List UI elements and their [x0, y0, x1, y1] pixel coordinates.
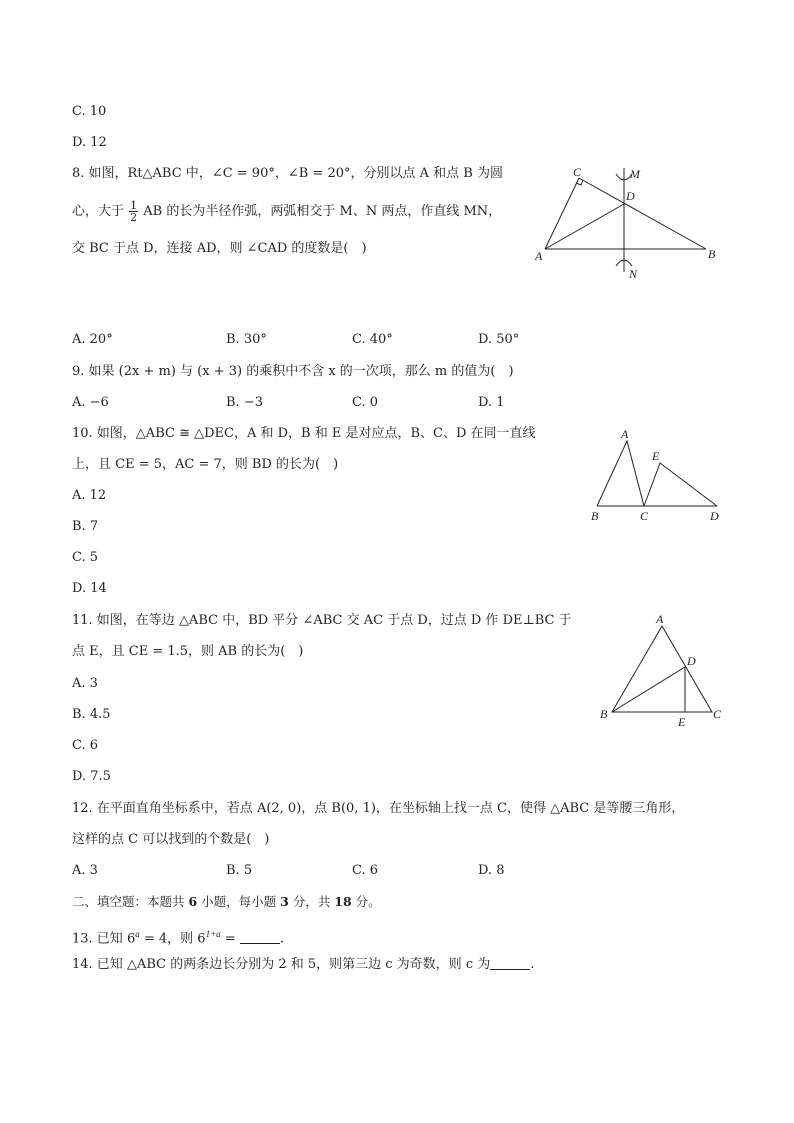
section-2-count: 6: [188, 894, 198, 909]
q13-answer-blank[interactable]: [240, 931, 280, 944]
q9-option-c: C. 0: [352, 395, 379, 410]
q12-option-a: A. 3: [72, 863, 98, 878]
section-2-points: 3: [280, 894, 289, 909]
q11-stem-line2: 点 E，且 CE = 1.5，则 AB 的长为( ): [72, 644, 304, 659]
fraction-numerator: 1: [130, 199, 138, 212]
section-2-total: 18: [334, 894, 352, 909]
q13-end: .: [279, 931, 284, 947]
q7-option-c: C. 10: [72, 104, 107, 119]
segment-BD: [612, 667, 685, 712]
q8-option-b: B. 30°: [226, 332, 267, 347]
q13-stem: [72, 925, 284, 948]
fraction-denominator: 2: [130, 211, 138, 224]
label-A: A: [535, 249, 543, 263]
q13-exponent-b: 1+a: [205, 929, 221, 939]
q8-stem-line1: 8. 如图，Rt△ABC 中，∠C = 90°，∠B = 20°，分别以点 A 和点 B 为圆: [72, 166, 503, 181]
q11-option-a: A. 3: [72, 676, 98, 691]
q7-option-d: D. 12: [72, 135, 107, 150]
q10-stem-line2: 上，且 CE = 5，AC = 7，则 BD 的长为( ): [72, 457, 339, 472]
section-2-heading: [72, 893, 381, 911]
label-B: B: [591, 509, 599, 523]
q10-option-c: C. 5: [72, 550, 99, 565]
q12-option-b: B. 5: [226, 863, 253, 878]
q9-option-a: A. −6: [72, 395, 109, 410]
label-E: E: [652, 449, 660, 463]
triangle-DEC: [644, 463, 717, 506]
label-N: N: [629, 267, 638, 281]
label-D: D: [687, 654, 696, 668]
section-2-mid2: 分，共: [288, 894, 335, 909]
label-A: A: [656, 612, 664, 626]
q13-prefix: 13. 已知 6: [72, 931, 136, 947]
q11-option-b: B. 4.5: [72, 707, 111, 722]
q10-option-d: D. 14: [72, 581, 107, 596]
q8-stem-line2: [72, 200, 501, 223]
q8-stem-line2-a: 心，大于: [72, 204, 125, 219]
q14-end: .: [530, 957, 535, 972]
label-E: E: [678, 715, 686, 729]
q10-stem-line1: 10. 如图，△ABC ≅ △DEC，A 和 D，B 和 E 是对应点，B、C、D 在同一直线: [72, 426, 536, 441]
label-C: C: [713, 707, 722, 721]
section-2-mid1: 小题，每小题: [197, 894, 281, 909]
q11-figure: [595, 610, 730, 735]
segment-CB: [579, 178, 706, 249]
q14-answer-blank[interactable]: [490, 957, 530, 970]
triangle-ABC: [612, 626, 712, 712]
triangle-ABC: [597, 441, 644, 506]
label-D: D: [626, 189, 635, 203]
label-M: M: [630, 167, 640, 181]
q8-stem-line2-b: AB 的长为半径作弧，两弧相交于 M、N 两点，作直线 MN，: [143, 204, 502, 219]
fraction-one-half: [129, 200, 138, 223]
segment-AD: [545, 204, 624, 249]
q12-stem-line1: 12. 在平面直角坐标系中，若点 A(2, 0)，点 B(0, 1)，在坐标轴上找一点 C，使得 △ABC 是等腰三角形，: [72, 801, 685, 816]
q12-option-c: C. 6: [352, 863, 379, 878]
label-A: A: [621, 427, 629, 441]
label-D: D: [710, 509, 719, 523]
q13-mid: = 4，则 6: [139, 931, 206, 947]
q12-option-d: D. 8: [478, 863, 505, 878]
q8-option-a: A. 20°: [72, 332, 113, 347]
q8-option-d: D. 50°: [478, 332, 520, 347]
q11-option-d: D. 7.5: [72, 769, 111, 784]
label-B: B: [600, 707, 608, 721]
q14-stem: [72, 956, 534, 974]
q8-option-c: C. 40°: [352, 332, 393, 347]
q9-option-d: D. 1: [478, 395, 505, 410]
segment-AC: [545, 178, 579, 249]
q10-option-a: A. 12: [72, 488, 107, 503]
q14-text: 14. 已知 △ABC 的两条边长分别为 2 和 5，则第三边 c 为奇数，则 c 为: [72, 957, 491, 972]
q9-option-b: B. −3: [226, 395, 263, 410]
section-2-end: 分。: [351, 894, 381, 909]
section-2-title: 二、填空题：本题共: [72, 894, 189, 909]
q10-figure: [585, 425, 725, 525]
q11-stem-line1: 11. 如图，在等边 △ABC 中，BD 平分 ∠ABC 交 AC 于点 D，过点 D 作 DE⊥BC 于: [72, 613, 572, 628]
q8-figure: [530, 160, 730, 285]
label-C: C: [573, 165, 582, 179]
q11-option-c: C. 6: [72, 738, 99, 753]
label-C: C: [640, 509, 649, 523]
q12-stem-line2: 这样的点 C 可以找到的个数是( ): [72, 832, 270, 847]
q13-exponent-a: a: [135, 929, 140, 939]
q10-option-b: B. 7: [72, 519, 99, 534]
q9-stem: 9. 如果 (2x + m) 与 (x + 3) 的乘积中不含 x 的一次项，那么 m 的值为( ): [72, 364, 514, 379]
q8-stem-line3: 交 BC 于点 D，连接 AD，则 ∠CAD 的度数是( ): [72, 241, 367, 256]
label-B: B: [708, 247, 716, 261]
q13-equals: =: [220, 931, 240, 947]
